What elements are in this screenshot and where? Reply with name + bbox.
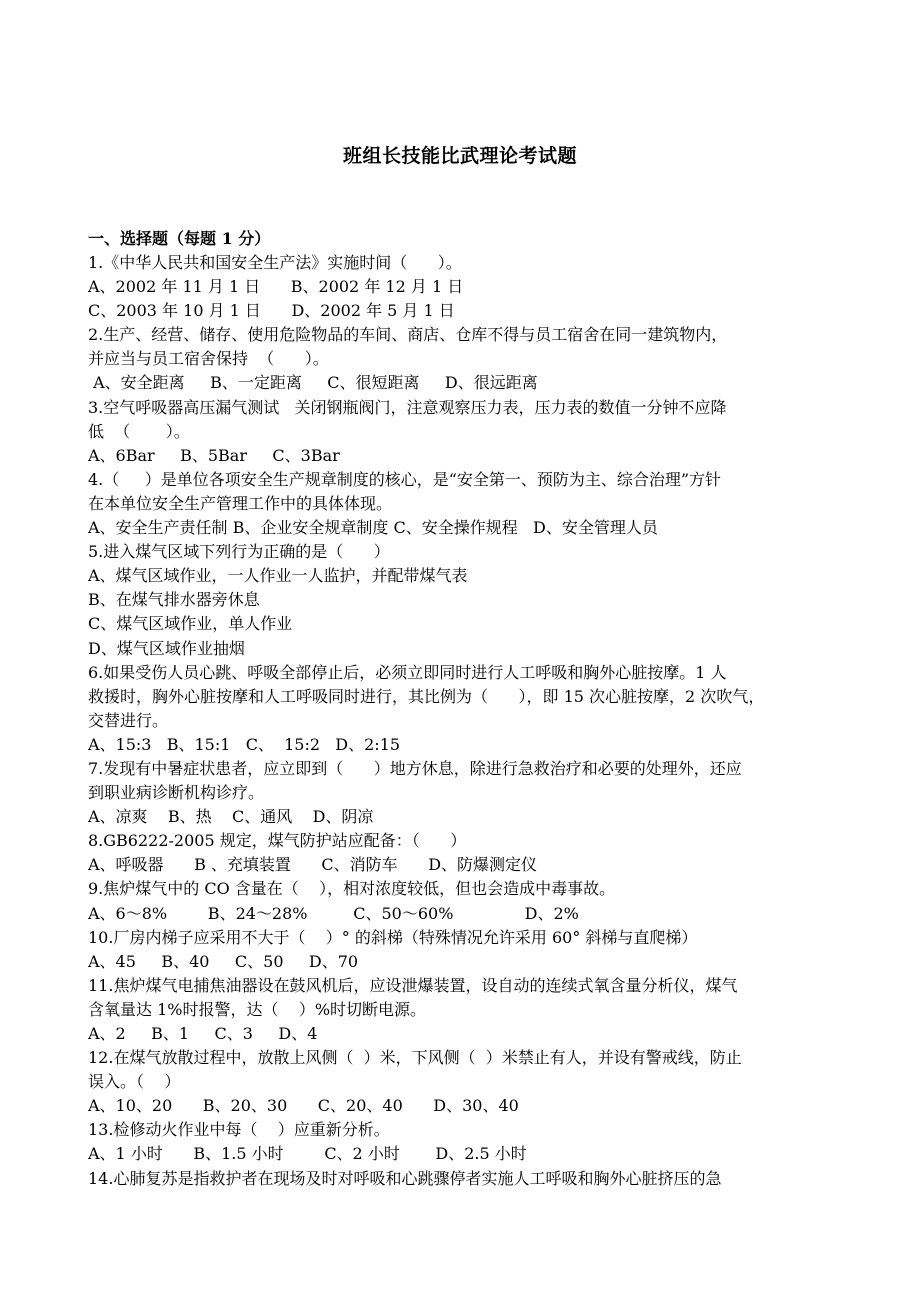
text-line: A、2002 年 11 月 1 日 B、2002 年 12 月 1 日 — [88, 277, 464, 297]
text-line: 救援时，胸外心脏按摩和人工呼吸同时进行，其比例为（ ），即 15 次心脏按摩，2 次吹气， — [88, 686, 765, 706]
text-line: A、45 B、40 C、50 D、70 — [88, 951, 359, 971]
text-line: D、煤气区域作业抽烟 — [88, 638, 245, 658]
text-line: A、煤气区域作业，一人作业一人监护，并配带煤气表 — [88, 566, 468, 586]
text-line: A、6～8% B、24～28% C、50～60% D、2% — [88, 903, 579, 923]
text-line: 误入。（ ） — [88, 1072, 181, 1092]
text-line: 11.焦炉煤气电捕焦油器设在鼓风机后，应设泄爆装置，设自动的连续式氧含量分析仪，煤气 — [88, 975, 738, 995]
text-line: 3.空气呼吸器高压漏气测试 关闭钢瓶阀门，注意观察压力表，压力表的数值一分钟不应降 — [88, 397, 727, 417]
text-line: 低 （ ）。 — [88, 421, 190, 441]
text-line: 7.发现有中暑症状患者，应立即到（ ）地方休息，除进行急救治疗和必要的处理外，还应 — [88, 758, 742, 778]
text-line: A、凉爽 B、热 C、通风 D、阴凉 — [88, 807, 374, 827]
text-line: 在本单位安全生产管理工作中的具体体现。 — [88, 493, 393, 513]
text-line: 13.检修动火作业中每（ ）应重新分析。 — [88, 1120, 390, 1140]
text-line: A、6Bar B、5Bar C、3Bar — [88, 445, 340, 465]
text-line: 交替进行。 — [88, 710, 169, 730]
section-heading: 一、选择题（每题 1 分） — [88, 229, 271, 248]
question-lines — [88, 251, 848, 1191]
text-line: 6.如果受伤人员心跳、呼吸全部停止后，必须立即同时进行人工呼吸和胸外心脏按摩。1 人 — [88, 662, 727, 682]
text-line: A、安全距离 B、一定距离 C、很短距离 D、很远距离 — [88, 373, 538, 393]
text-line: A、2 B、1 C、3 D、4 — [88, 1024, 318, 1043]
text-line: A、15:3 B、15:1 C、 15:2 D、2:15 — [88, 734, 401, 754]
text-line: A、10、20 B、20、30 C、20、40 D、30、40 — [88, 1096, 519, 1116]
text-line: B、在煤气排水器旁休息 — [88, 590, 260, 610]
text-line: 到职业病诊断机构诊疗。 — [88, 783, 265, 803]
document-title: 班组长技能比武理论考试题 — [342, 145, 577, 167]
text-line: 5.进入煤气区域下列行为正确的是（ ） — [88, 542, 390, 562]
text-line: 10.厂房内梯子应采用不大于（ ）° 的斜梯（特殊情况允许采用 60° 斜梯与直爬梯） — [88, 927, 698, 947]
text-line: 并应当与员工宿舍保持 （ ）。 — [88, 349, 329, 369]
text-line: C、2003 年 10 月 1 日 D、2002 年 5 月 1 日 — [88, 301, 455, 321]
text-line: 9.焦炉煤气中的 CO 含量在（ ），相对浓度较低，但也会造成中毒事故。 — [88, 879, 616, 899]
text-line: 2.生产、经营、储存、使用危险物品的车间、商店、仓库不得与员工宿舍在同一建筑物内， — [88, 325, 728, 345]
text-line: A、1 小时 B、1.5 小时 C、2 小时 D、2.5 小时 — [88, 1144, 527, 1164]
text-line: C、煤气区域作业，单人作业 — [88, 614, 293, 634]
text-line: 含氧量达 1%时报警，达（ ）%时切断电源。 — [88, 999, 427, 1019]
text-line: A、呼吸器 B 、充填装置 C、消防车 D、防爆测定仪 — [88, 855, 538, 875]
text-line: 4.（ ）是单位各项安全生产规章制度的核心，是“安全第一、预防为主、综合治理”方针 — [88, 469, 722, 489]
text-line: 8.GB6222-2005 规定，煤气防护站应配备：（ ） — [88, 831, 467, 851]
text-line: 14.心肺复苏是指救护者在现场及时对呼吸和心跳骤停者实施人工呼吸和胸外心脏挤压的急 — [88, 1168, 722, 1188]
text-line: 1.《中华人民共和国安全生产法》实施时间（ ）。 — [88, 253, 462, 272]
text-line: 12.在煤气放散过程中，放散上风侧（ ）米，下风侧（ ）米禁止有人，并设有警戒线，防止 — [88, 1048, 742, 1068]
text-line: A、安全生产责任制 B、企业安全规章制度 C、安全操作规程 D、安全管理人员 — [88, 518, 658, 538]
